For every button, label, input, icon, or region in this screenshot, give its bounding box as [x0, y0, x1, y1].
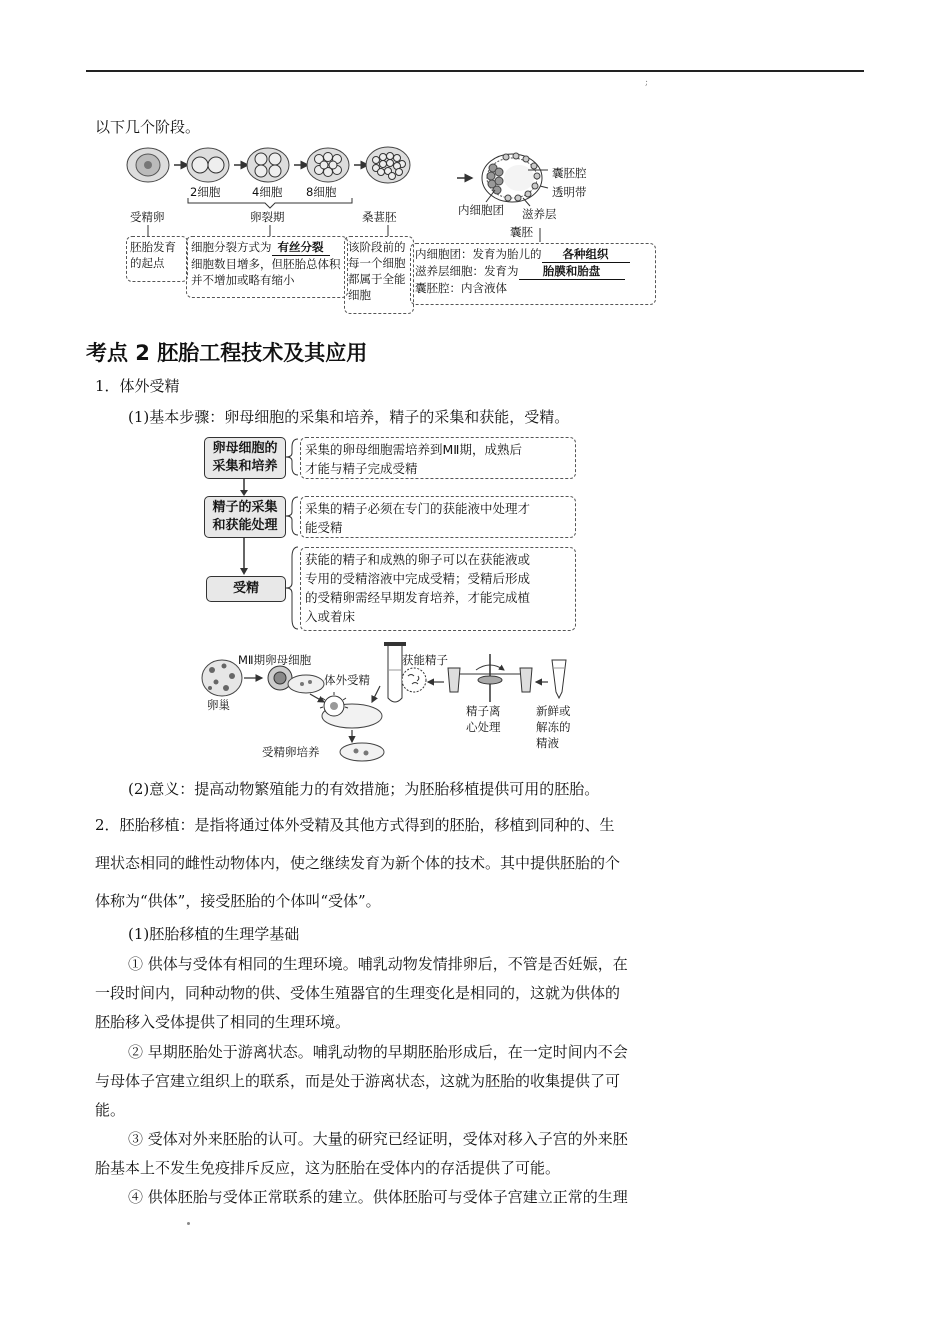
label-morula: 桑葚胚 — [362, 210, 397, 224]
label-capsperm: 获能精子 — [402, 653, 448, 667]
s2-line-2: 理状态相同的雌性动物体内，使之继续发育为新个体的技术。其中提供胚胎的个 — [95, 854, 621, 872]
blastocyst-box: 内细胞团：发育为胎儿的 各种组织 滋养层细胞：发育为 胎膜和胎盘 囊胚腔：内含液体 — [410, 243, 656, 305]
label-8cell: 8细胞 — [306, 185, 337, 199]
fertilization-dish-drawing — [320, 692, 382, 728]
cleavage-box: 细胞分裂方式为 有丝分裂 细胞数目增多，但胚胎总体积 并不增加或略有缩小 — [186, 236, 348, 298]
label-icm: 内细胞团 — [458, 203, 504, 217]
p2-line-3: 能。 — [95, 1101, 126, 1119]
s2-line-3: 体称为“供体”，接受胚胎的个体叫“受体”。 — [95, 892, 381, 910]
p2-line-2: 与母体子宫建立组织上的联系，而是处于游离状态，这就为胚胎的收集提供了可 — [95, 1072, 621, 1090]
oocyte-dish-drawing — [268, 666, 324, 693]
p1-line-2: 一段时间内，同种动物的供、受体生殖器官的生理变化是相同的，这就为供体的 — [95, 984, 621, 1002]
label-ovary: 卵巢 — [207, 698, 230, 712]
step-box-oocyte: 卵母细胞的 采集和培养 — [204, 437, 286, 479]
semen-tube-drawing — [552, 660, 566, 698]
label-blastocoel: 囊胚腔 — [552, 166, 587, 180]
p1-line-3: 胚胎移入受体提供了相同的生理环境。 — [95, 1013, 351, 1031]
two-cell-drawing — [187, 148, 229, 182]
morula-box: 该阶段前的 每一个细胞 都属于全能 细胞 — [344, 236, 414, 314]
ovary-drawing — [202, 660, 242, 696]
p1-line-1: ① 供体与受体有相同的生理环境。哺乳动物发情排卵后，不管是否妊娠，在 — [128, 955, 628, 973]
s2-line-1: 2．胚胎移植：是指将通过体外受精及其他方式得到的胚胎，移植到同种的、生 — [95, 816, 615, 834]
label-centrifuge: 精子离 心处理 — [466, 704, 501, 734]
p3-line-1: ③ 受体对外来胚胎的认可。大量的研究已经证明，受体对移入子宫的外来胚 — [128, 1130, 628, 1148]
eight-cell-drawing — [307, 148, 349, 182]
label-ifert: 体外受精 — [324, 673, 370, 687]
p2-line-1: ② 早期胚胎处于游离状态。哺乳动物的早期胚胎形成后，在一定时间内不会 — [128, 1043, 628, 1061]
p4-line-1: ④ 供体胚胎与受体正常联系的建立。供体胚胎可与受体子宫建立正常的生理 — [128, 1188, 628, 1206]
morula-drawing — [366, 147, 410, 183]
culture-dish-drawing — [340, 743, 384, 761]
s1-significance: (2)意义：提高动物繁殖能力的有效措施；为胚胎移植提供可用的胚胎。 — [128, 780, 600, 798]
sperm-tube-drawing — [384, 642, 426, 702]
label-blastocyst: 囊胚 — [510, 225, 533, 239]
label-cleavage: 卵裂期 — [250, 210, 285, 224]
step-desc-oocyte: 采集的卵母细胞需培养到MⅡ期，成熟后 才能与精子完成受精 — [300, 437, 576, 479]
s1-steps-text: (1)基本步骤：卵母细胞的采集和培养，精子的采集和获能，受精。 — [128, 408, 570, 426]
s2-subheading: (1)胚胎移植的生理学基础 — [128, 925, 300, 943]
label-culture: 受精卵培养 — [262, 745, 320, 759]
step-desc-fertilization: 获能的精子和成熟的卵子可以在获能液或 专用的受精溶液中完成受精；受精后形成 的受精卵需经早期发育培养，才能完成植 入或着床 — [300, 547, 576, 631]
header-rule — [86, 70, 864, 72]
label-zygote: 受精卵 — [130, 210, 165, 224]
label-oocyte: MⅡ期卵母细胞 — [238, 653, 312, 667]
label-2cell: 2细胞 — [190, 185, 221, 199]
centrifuge-drawing — [448, 654, 532, 702]
intro-text: 以下几个阶段。 — [95, 118, 201, 136]
section-title: 考点 2 胚胎工程技术及其应用 — [86, 341, 368, 365]
label-troph: 滋养层 — [522, 207, 557, 221]
footer-dot — [187, 1222, 190, 1225]
label-zona: 透明带 — [552, 185, 587, 199]
p3-line-2: 胎基本上不发生免疫排斥反应，这为胚胎在受体内的存活提供了可能。 — [95, 1159, 561, 1177]
steps-arrows — [236, 476, 256, 578]
label-fresh-semen: 新鲜或 解冻的 精液 — [536, 704, 571, 750]
step-box-sperm: 精子的采集 和获能处理 — [204, 496, 286, 538]
s1-heading: 1．体外受精 — [95, 377, 180, 395]
zygote-box: 胚胎发育 的起点 — [126, 236, 188, 282]
step-desc-sperm: 采集的精子必须在专门的获能液中处理才 能受精 — [300, 496, 576, 538]
header-mark: ; — [645, 78, 649, 88]
step-box-fertilization: 受精 — [206, 576, 286, 602]
four-cell-drawing — [247, 148, 289, 182]
zygote-drawing — [127, 148, 169, 182]
label-4cell: 4细胞 — [252, 185, 283, 199]
